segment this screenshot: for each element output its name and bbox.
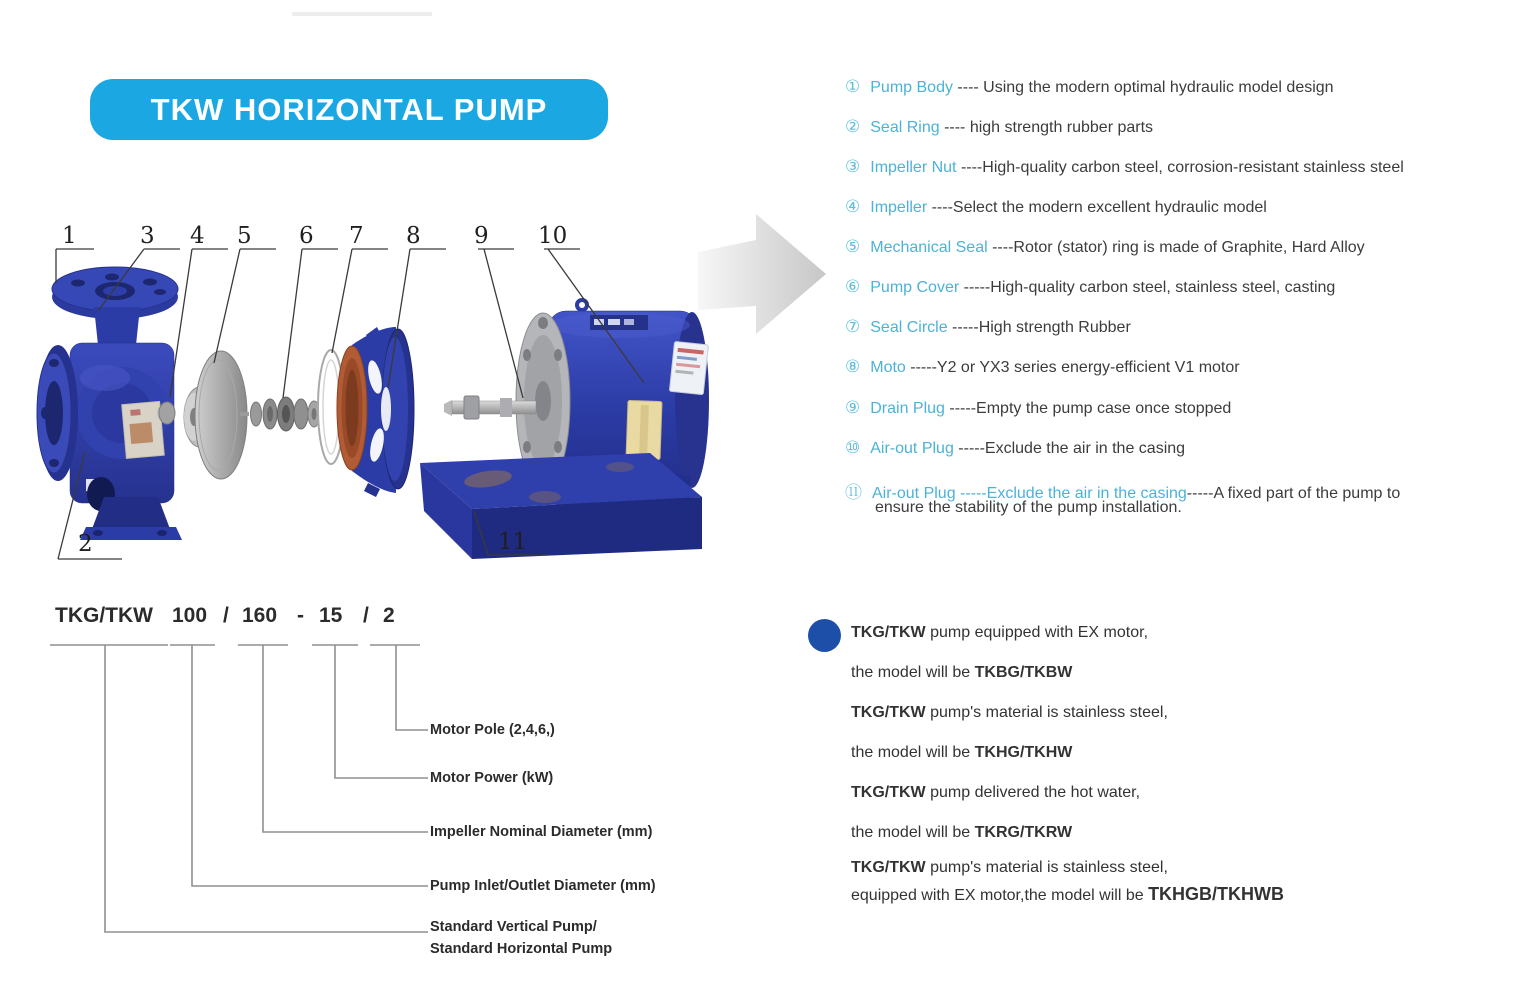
part-description: ---- high strength rubber parts	[939, 119, 1154, 136]
variant-text: pump equipped with EX motor,	[925, 624, 1149, 641]
part-description: -----High strength Rubber	[947, 319, 1131, 336]
variant-line	[851, 664, 1072, 682]
parts-list-item	[845, 277, 1335, 297]
variant-line	[851, 704, 1168, 722]
parts-list-item	[845, 357, 1240, 377]
variant-model-code: TKHG/TKHW	[974, 744, 1073, 761]
model-code-dash: -	[297, 604, 304, 627]
callout-label-3: 3	[140, 223, 155, 249]
circled-number-icon: ⑩	[845, 438, 861, 457]
part-name: Seal Ring	[870, 119, 940, 136]
part-description: -----Empty the pump case once stopped	[944, 400, 1232, 417]
label-standard-pump	[430, 916, 612, 960]
variant-model-code: TKHGB/TKHWB	[1148, 884, 1285, 904]
model-code-slash2: /	[363, 604, 369, 627]
impeller-illustration	[184, 351, 247, 479]
variant-series: TKG/TKW	[851, 784, 926, 801]
part-description: ----High-quality carbon steel, corrosion-resistant stainless steel	[956, 159, 1404, 176]
variant-text: pump's material is stainless steel,	[925, 859, 1168, 876]
callout-label-6: 6	[299, 223, 314, 249]
part-description-continued: ensure the stability of the pump installation.	[875, 499, 1182, 516]
variant-text: pump delivered the hot water,	[925, 784, 1141, 801]
variant-line	[851, 624, 1148, 642]
variant-model-code: TKBG/TKBW	[974, 664, 1073, 681]
circled-number-icon: ⑨	[845, 398, 861, 417]
model-code-inlet: 100	[172, 604, 208, 627]
callout-label-4: 4	[190, 223, 205, 249]
right-arrow-icon	[690, 200, 835, 345]
parts-list-item	[845, 157, 1404, 177]
variant-text: the model will be	[851, 664, 975, 681]
callout-label-5: 5	[237, 223, 252, 249]
part-description: ----Rotor (stator) ring is made of Graphite, Hard Alloy	[987, 239, 1365, 256]
callout-label-1: 1	[62, 223, 77, 249]
parts-list-item	[845, 197, 1267, 217]
label-motor-pole: Motor Pole (2,4,6,)	[430, 722, 555, 738]
circled-number-icon: ⑧	[845, 357, 861, 376]
model-code-impeller: 160	[242, 604, 278, 627]
callout-label-2: 2	[78, 531, 93, 557]
pump-exploded-diagram	[0, 195, 766, 595]
variant-model-code: TKRG/TKRW	[974, 824, 1073, 841]
part-name: Pump Body	[870, 79, 953, 96]
part-name: Air-out Plug	[872, 485, 956, 502]
parts-list-item	[845, 317, 1131, 337]
circled-number-icon: ⑤	[845, 237, 861, 256]
callout-label-10: 10	[538, 223, 568, 249]
variant-text: equipped with EX motor,the model will be	[851, 887, 1149, 904]
bullet-icon	[808, 619, 841, 652]
circled-number-icon: ②	[845, 117, 861, 136]
circled-number-icon: ⑪	[845, 483, 862, 502]
mechanical-seal-illustration	[240, 397, 320, 431]
variant-text: the model will be	[851, 744, 975, 761]
model-code-power: 15	[319, 604, 343, 627]
part-name: Moto	[870, 359, 906, 376]
part-description: -----High-quality carbon steel, stainless steel, casting	[959, 279, 1336, 296]
page-artifact-strip	[292, 12, 432, 16]
variant-line	[851, 859, 1168, 877]
circled-number-icon: ④	[845, 197, 861, 216]
callout-label-9: 9	[474, 223, 489, 249]
label-inlet-outlet: Pump Inlet/Outlet Diameter (mm)	[430, 878, 656, 894]
part-name: Air-out Plug	[870, 440, 954, 457]
title-banner	[90, 79, 608, 140]
page-title: TKW HORIZONTAL PUMP	[150, 91, 548, 127]
callout-label-11: 11	[498, 529, 528, 555]
circled-number-icon: ③	[845, 157, 861, 176]
part-name: Pump Cover	[870, 279, 960, 296]
parts-list-item	[845, 398, 1231, 418]
label-standard-line2: Standard Horizontal Pump	[430, 941, 613, 957]
variant-series: TKG/TKW	[851, 624, 926, 641]
motor-nameplate	[626, 400, 662, 459]
part-name: Mechanical Seal	[870, 239, 988, 256]
base-illustration	[420, 453, 702, 559]
model-code-pole: 2	[383, 604, 395, 627]
variant-line	[851, 824, 1072, 842]
variant-series: TKG/TKW	[851, 704, 926, 721]
model-code-connector-lines	[40, 640, 740, 960]
circled-number-icon: ⑥	[845, 277, 861, 296]
label-impeller-diameter: Impeller Nominal Diameter (mm)	[430, 824, 653, 840]
parts-list-item	[845, 237, 1365, 257]
part-description: -----A fixed part of the pump to	[1186, 485, 1401, 502]
variant-line	[851, 884, 1284, 905]
model-code-series: TKG/TKW	[55, 604, 153, 627]
part-name: Impeller	[870, 199, 928, 216]
variant-series: TKG/TKW	[851, 859, 926, 876]
part-description-highlight: -----Exclude the air in the casing	[955, 485, 1187, 502]
part-description: -----Y2 or YX3 series energy-efficient V1 motor	[905, 359, 1240, 376]
circled-number-icon: ①	[845, 77, 861, 96]
label-motor-power: Motor Power (kW)	[430, 770, 554, 786]
circled-number-icon: ⑦	[845, 317, 861, 336]
callout-label-8: 8	[406, 223, 421, 249]
part-name: Seal Circle	[870, 319, 948, 336]
label-standard-line1: Standard Vertical Pump/	[430, 919, 597, 935]
variant-line	[851, 784, 1140, 802]
motor-label	[669, 341, 708, 394]
part-description: -----Exclude the air in the casing	[953, 440, 1186, 457]
part-name: Drain Plug	[870, 400, 945, 417]
part-description: ---- Using the modern optimal hydraulic model design	[952, 79, 1334, 96]
variant-line	[851, 744, 1072, 762]
parts-list-item	[845, 77, 1334, 97]
pump-cover-illustration	[337, 327, 414, 497]
callout-label-7: 7	[349, 223, 364, 249]
model-code-slash: /	[223, 604, 229, 627]
parts-list-item	[845, 117, 1153, 137]
parts-list-item-wrap	[875, 499, 1182, 517]
part-description: ----Select the modern excellent hydraulic model	[927, 199, 1267, 216]
parts-list-item	[845, 438, 1185, 458]
variant-text: the model will be	[851, 824, 975, 841]
part-name: Impeller Nut	[870, 159, 957, 176]
variant-text: pump's material is stainless steel,	[925, 704, 1168, 721]
pump-body-illustration	[37, 267, 182, 540]
